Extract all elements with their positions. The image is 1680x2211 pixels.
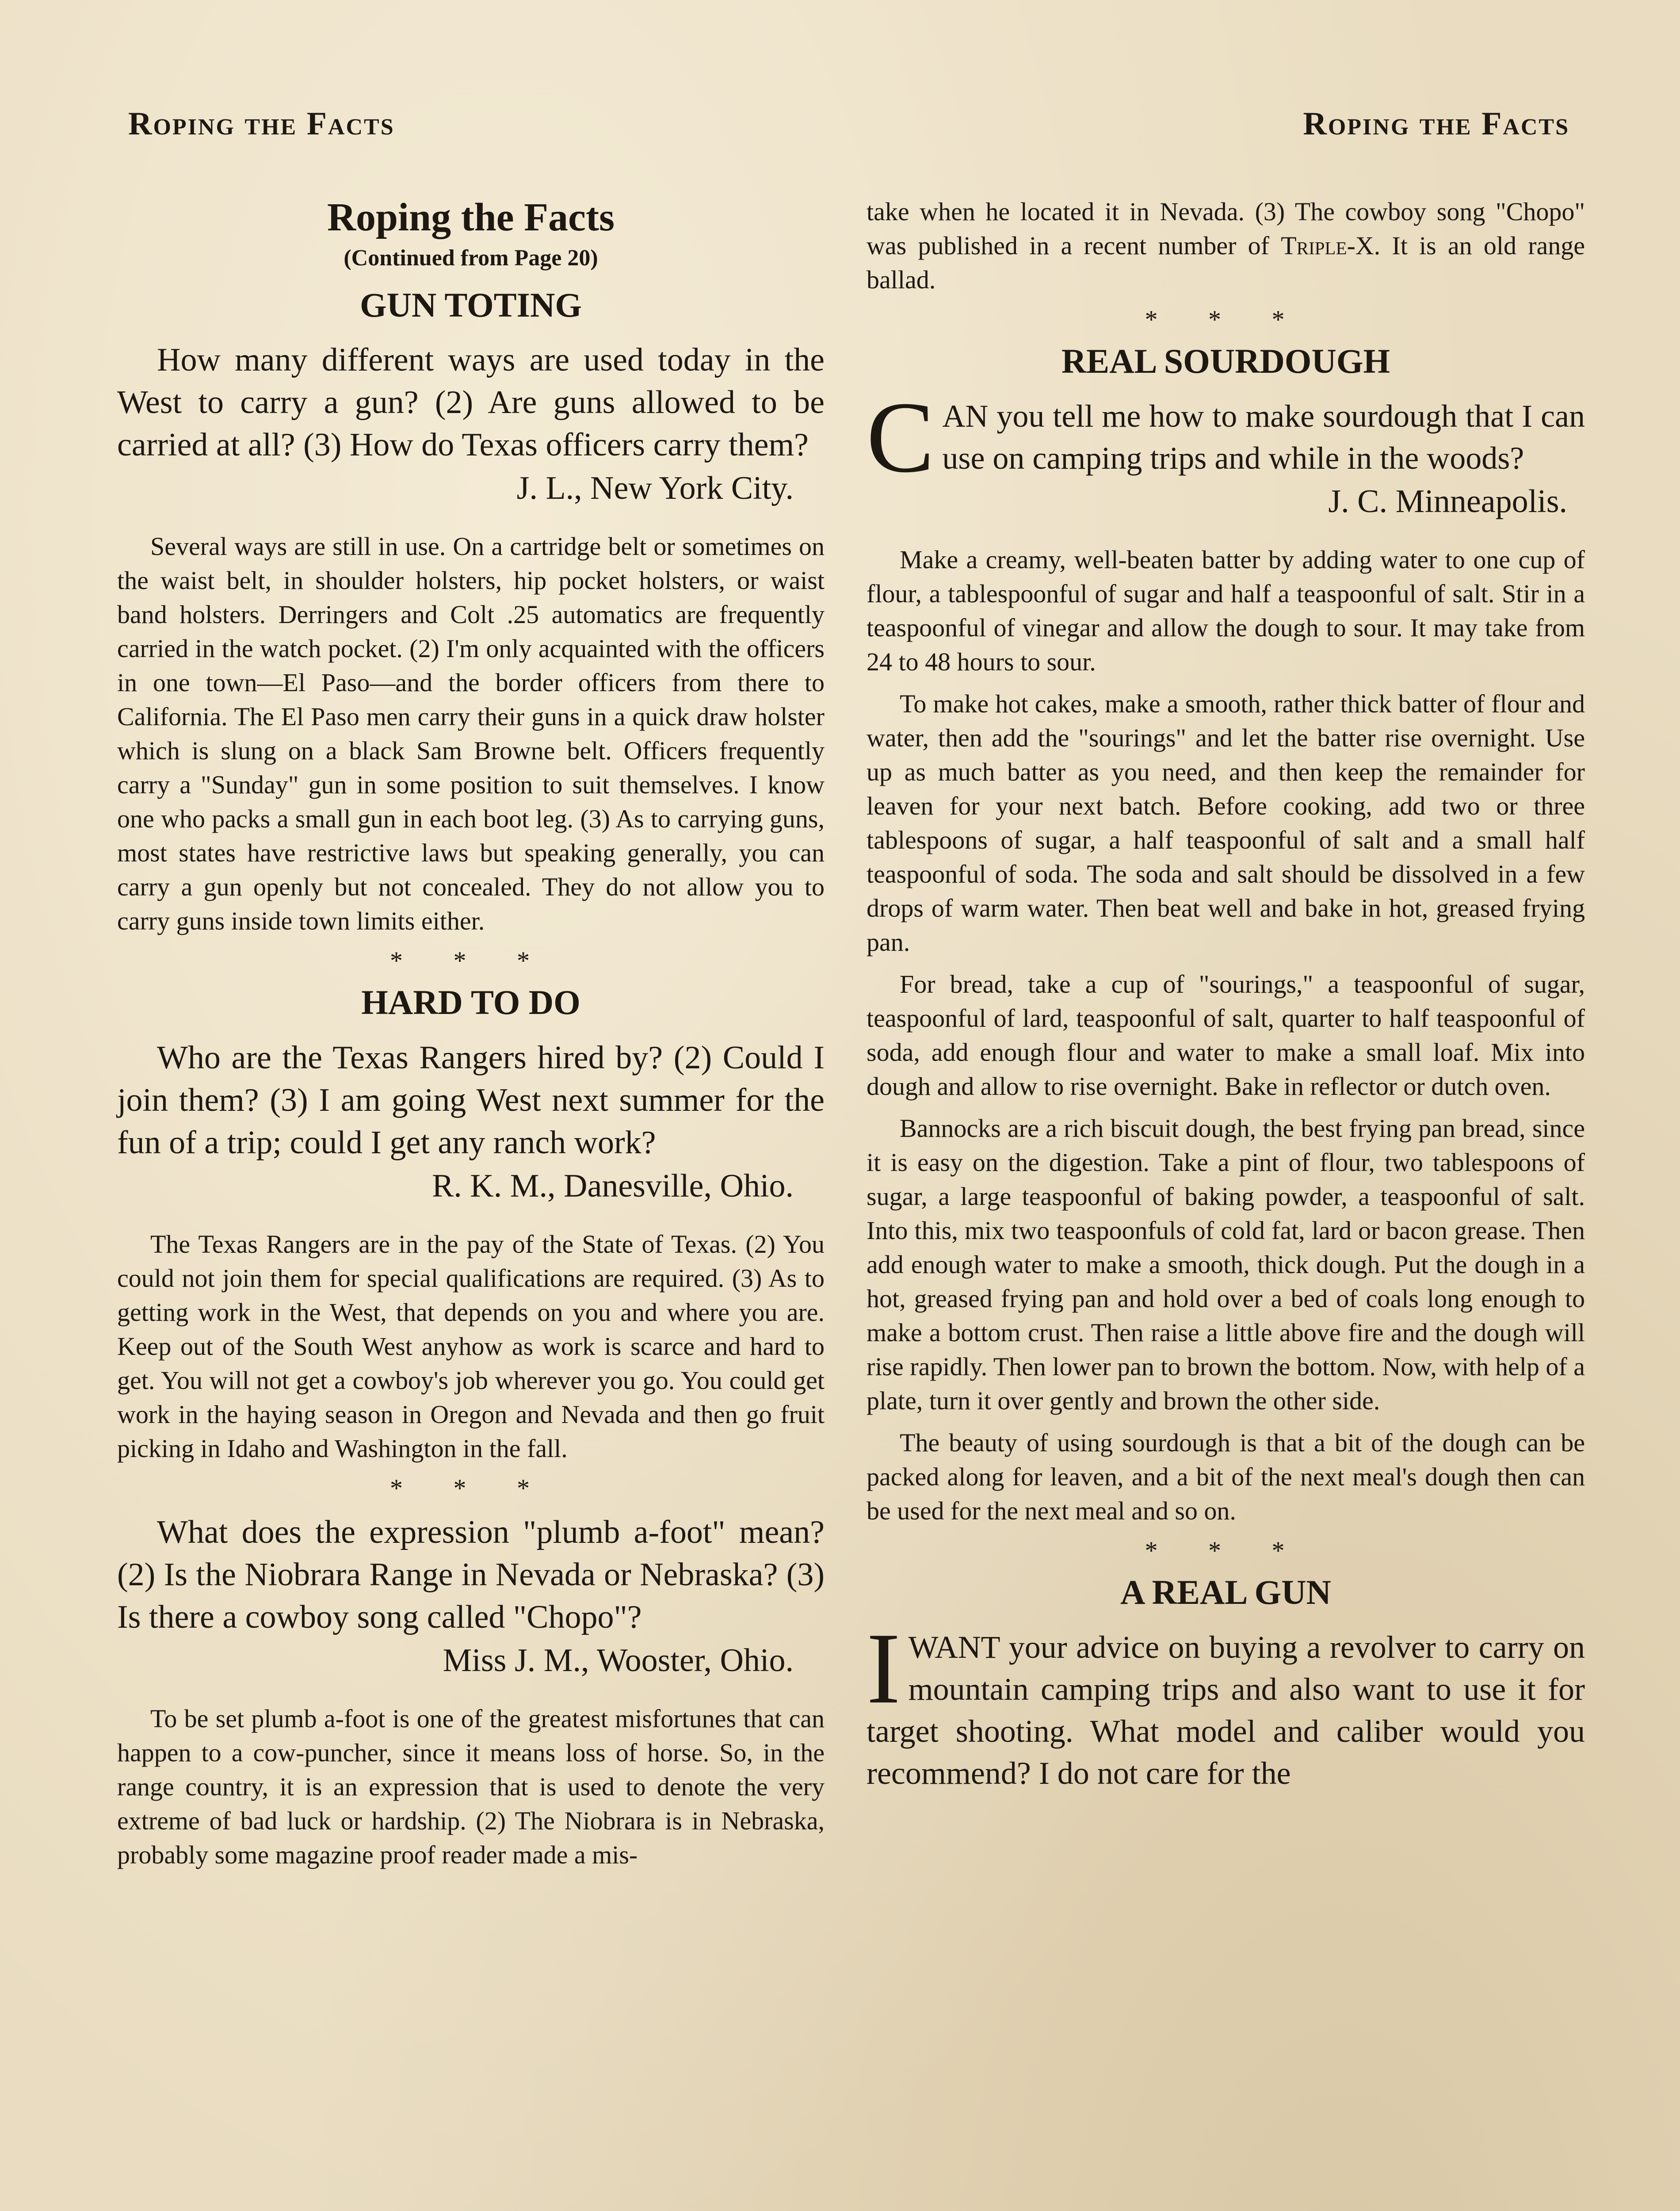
- answer-plumb-afoot: To be set plumb a-foot is one of the greatest misfortunes that can happen to a cow-puncher, since it means loss of horse. So, in the range country, it is an expression that is used to denote the very extreme of bad luck or hardship. (2) The Niobrara is in Nebraska, probably some magazine proof reader made a mis-: [117, 1704, 825, 1870]
- answer-sourdough-paragraph: For bread, take a cup of "sourings," a teaspoonful of sugar, teaspoonful of lard, teaspoonful of salt, quarter to half teaspoonful of soda, add enough flour and water to make a small loaf. Mix into dough and allow to rise overnight. Bake in reflector or dutch oven.: [867, 969, 1585, 1101]
- answer-plumb-afoot-continued: [867, 195, 1585, 297]
- answer-sourdough-paragraph: Make a creamy, well-beaten batter by adding water to one cup of flour, a tablespoonful of sugar and half a teaspoonful of salt. Stir in a teaspoonful of vinegar and allow the dough to sour. It may take from 24 to 48 hours to sour.: [867, 545, 1585, 676]
- answer-continued-text-b: . It is an old range ballad.: [867, 231, 1585, 294]
- question-real-gun: WANT your advice on buying a revolver to carry on mountain camping trips and also want to use it for target shooting. What model and caliber would you recommend? I do not care for the: [867, 1629, 1585, 1791]
- section-separator: * * *: [390, 946, 552, 975]
- section-separator: * * *: [390, 1474, 552, 1503]
- section-separator: * * *: [1145, 1536, 1307, 1565]
- running-head-right: Roping the Facts: [1303, 106, 1569, 142]
- section-title-real-sourdough: REAL SOURDOUGH: [1061, 342, 1390, 380]
- answer-gun-toting: Several ways are still in use. On a cartridge belt or sometimes on the waist belt, in shoulder holsters, hip pocket holsters, or waist band holsters. Derringers and Colt .25 automatics are frequently carried in the watch pocket. (2) I'm only acquainted with the officers in one town—El Paso—and the border officers from there to California. The El Paso men carry their guns in a quick draw holster which is slung on a black Sam Browne belt. Officers frequently carry a "Sunday" gun in some position to suit themselves. I know one who packs a small gun in each boot leg. (3) As to carrying guns, most states have restrictive laws but speaking generally, you can carry a gun openly but not concealed. They do not allow you to carry guns inside town limits either.: [117, 532, 825, 936]
- answer-continued-text-a: take when he located it in Nevada. (3) The cowboy song "Chopo" was published in a recent number of: [867, 197, 1585, 260]
- answer-sourdough-paragraph: To make hot cakes, make a smooth, rather thick batter of flour and water, then add the "sourings" and let the batter rise overnight. Use up as much batter as you need, and then keep the remainder for leaven for your next batch. Before cooking, add two or three tablespoons of sugar, a half teaspoonful of salt and a small half teaspoonful of soda. The soda and salt should be dissolved in a few drops of warm water. Then beat well and bake in hot, greased frying pan.: [867, 689, 1585, 956]
- signer-plumb-afoot: Miss J. M., Wooster, Ohio.: [443, 1642, 794, 1679]
- magazine-name: Triple-X: [1281, 231, 1374, 260]
- drop-cap: C: [867, 380, 935, 493]
- question-gun-toting: How many different ways are used today in the West to carry a gun? (2) Are guns allowed to be carried at all? (3) How do Texas officers carry them?: [117, 342, 825, 463]
- continued-from: (Continued from Page 20): [344, 245, 598, 271]
- answer-sourdough-paragraph: The beauty of using sourdough is that a bit of the dough can be packed along for leaven, and a bit of the next meal's dough then can be used for the next meal and so on.: [867, 1428, 1585, 1525]
- signer-real-sourdough: J. C. Minneapolis.: [1328, 483, 1567, 520]
- article-title: Roping the Facts: [327, 195, 615, 239]
- answer-sourdough-paragraph: Bannocks are a rich biscuit dough, the best frying pan bread, since it is easy on the digestion. Take a pint of flour, two tablespoons of sugar, a large teaspoonful of baking powder, a teaspoonful of salt. Into this, mix two teaspoonfuls of cold fat, lard or bacon grease. Then add enough water to make a smooth, thick dough. Put the dough in a hot, greased frying pan and hold over a bed of coals long enough to make a bottom crust. Then raise a little above fire and the dough will rise rapidly. Then lower pan to brown the bottom. Now, with help of a plate, turn it over gently and brown the other side.: [867, 1113, 1585, 1415]
- question-plumb-afoot: What does the expression "plumb a-foot" mean? (2) Is the Niobrara Range in Nevada or Nebraska? (3) Is there a cowboy song called "Chopo"?: [117, 1514, 825, 1636]
- question-hard-to-do: Who are the Texas Rangers hired by? (2) Could I join them? (3) I am going West next summer for the fun of a trip; could I get any ranch work?: [117, 1040, 825, 1161]
- section-separator: * * *: [1145, 305, 1307, 334]
- drop-cap: I: [867, 1611, 901, 1725]
- section-title-real-gun: A REAL GUN: [1120, 1572, 1331, 1611]
- signer-hard-to-do: R. K. M., Danesville, Ohio.: [431, 1168, 794, 1205]
- section-title-hard-to-do: HARD TO DO: [361, 983, 580, 1022]
- signer-gun-toting: J. L., New York City.: [516, 470, 794, 507]
- running-head-left: Roping the Facts: [128, 106, 395, 142]
- question-block-real-gun: [867, 1611, 1585, 1794]
- question-block-sourdough: [867, 380, 1585, 493]
- answer-hard-to-do: The Texas Rangers are in the pay of the State of Texas. (2) You could not join them for special qualifications are required. (3) As to getting work in the West, that depends on you and where you are. Keep out of the South West anyhow as work is scarce and hard to get. You will not get a cowboy's job wherever you go. You could get work in the haying season in Oregon and Nevada and then go fruit picking in Idaho and Washington in the fall.: [117, 1230, 825, 1463]
- right-column: [867, 195, 1585, 1794]
- section-title-gun-toting: GUN TOTING: [359, 285, 582, 324]
- question-real-sourdough: AN you tell me how to make sourdough that I can use on camping trips and while in the woods?: [942, 398, 1585, 476]
- left-column: [117, 195, 825, 1880]
